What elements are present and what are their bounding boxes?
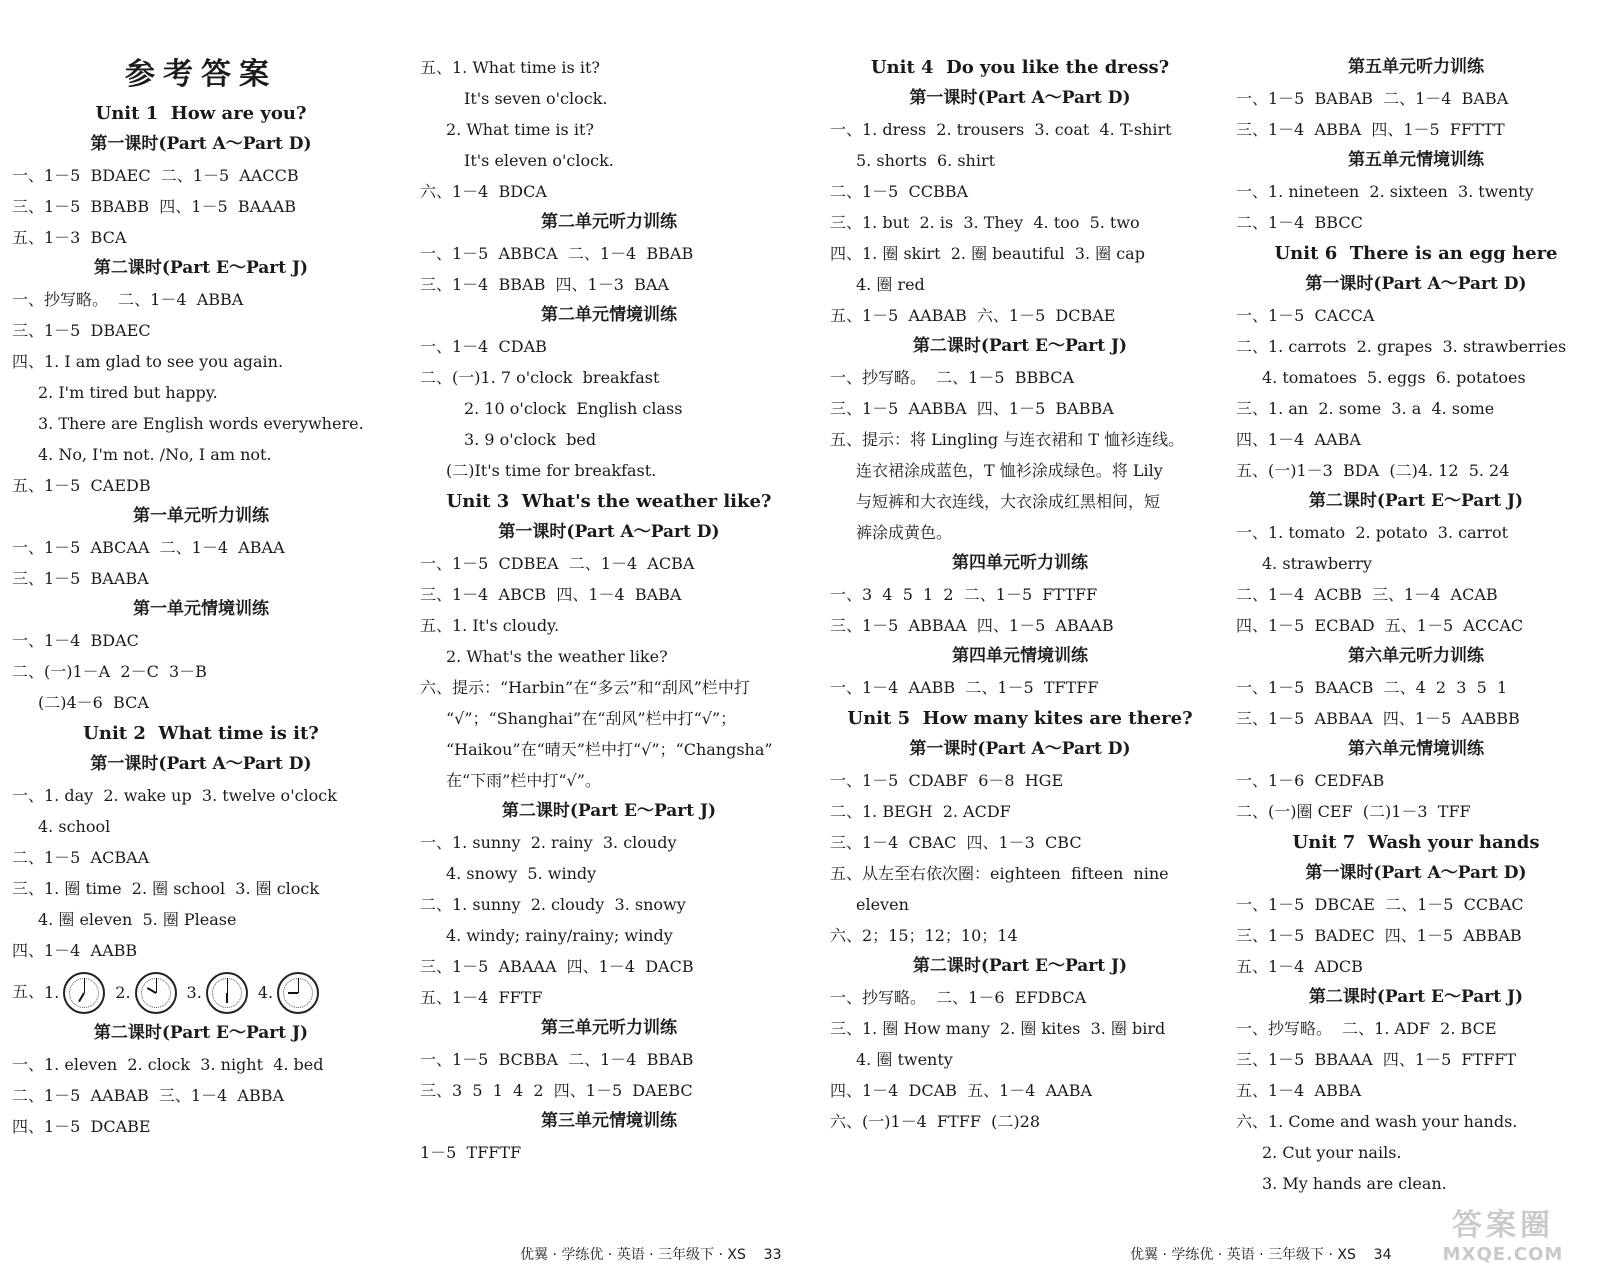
answer-line: 3. My hands are clean. <box>1262 1174 1447 1193</box>
answer-line: 五、提示：将 Lingling 与连衣裙和 T 恤衫连线。 <box>830 430 1185 449</box>
answer-line: 六、1－4 BDCA <box>420 182 547 201</box>
answer-line: 三、1－5 ABAAA 四、1－4 DACB <box>420 957 694 976</box>
unit-title: Unit 4 Do you like the dress? <box>870 57 1170 78</box>
answer-line: 一、1－5 CDABF 6－8 HGE <box>830 771 1064 790</box>
clock-icon <box>206 972 248 1014</box>
section-heading: 第二课时(Part E～Part J) <box>912 956 1128 976</box>
answer-line: 在“下雨”栏中打“√”。 <box>446 771 601 790</box>
section-heading: 第一课时(Part A～Part D) <box>909 88 1131 108</box>
clock-hour-hand <box>226 993 228 1003</box>
clock-icon <box>277 972 319 1014</box>
answer-line: 裤涂成黄色。 <box>856 523 953 542</box>
right-page <box>800 0 1600 1278</box>
answer-line: 一、1－5 ABCAA 二、1－4 ABAA <box>12 538 285 557</box>
answer-line: 三、1－4 CBAC 四、1－3 CBC <box>830 833 1082 852</box>
answer-line: 五、从左至右依次圈：eighteen fifteen nine <box>830 864 1169 883</box>
answer-line: 3. 9 o'clock bed <box>464 430 597 449</box>
page-title: 参考答案 <box>125 57 277 92</box>
section-heading: 第二单元情境训练 <box>541 305 677 325</box>
answer-line: 4. No, I'm not. /No, I am not. <box>38 445 272 464</box>
left-column-2 <box>420 52 798 1168</box>
answer-line: 五、1－3 BCA <box>12 228 127 247</box>
answer-line: 三、1－4 BBAB 四、1－3 BAA <box>420 275 669 294</box>
answer-line: 四、1. 圈 skirt 2. 圈 beautiful 3. 圈 cap <box>830 244 1145 263</box>
answer-line: 二、(一)1. 7 o'clock breakfast <box>420 368 660 387</box>
answer-line: 三、1－5 BADEC 四、1－5 ABBAB <box>1236 926 1522 945</box>
answer-line: 一、1－5 BDAEC 二、1－5 AACCB <box>12 166 299 185</box>
clock-icon <box>63 972 105 1014</box>
unit-title: Unit 5 How many kites are there? <box>847 708 1193 729</box>
answer-line: It's seven o'clock. <box>464 89 608 108</box>
answer-line: 2. What time is it? <box>446 120 594 139</box>
answer-line: 二、1－5 ACBAA <box>12 848 150 867</box>
answer-line: 六、2；15；12；10；14 <box>830 926 1018 945</box>
clock-minute-hand <box>298 978 299 993</box>
answer-line: 三、1－5 ABBAA 四、1－5 ABAAB <box>830 616 1114 635</box>
answer-line: 一、1－5 BABAB 二、1－4 BABA <box>1236 89 1509 108</box>
answer-line: 一、1. eleven 2. clock 3. night 4. bed <box>12 1055 324 1074</box>
watermark <box>1428 1200 1578 1270</box>
section-heading: 第三单元情境训练 <box>541 1111 677 1131</box>
answer-line: 1－5 TFFTF <box>420 1143 522 1162</box>
watermark-logo: 答案圈 <box>1452 1208 1554 1243</box>
answer-line: 六、1. Come and wash your hands. <box>1236 1112 1518 1131</box>
clock-label: 3. <box>186 982 202 1002</box>
answer-line: 4. windy; rainy/rainy; windy <box>446 926 673 945</box>
answer-line: 四、1－5 ECBAD 五、1－5 ACCAC <box>1236 616 1524 635</box>
answer-line: It's eleven o'clock. <box>464 151 614 170</box>
answer-line: 一、抄写略。 二、1－5 BBBCA <box>830 368 1075 387</box>
answer-line: 五、1. It's cloudy. <box>420 616 560 635</box>
section-heading: 第一课时(Part A～Part D) <box>1305 274 1527 294</box>
section-heading: 第四单元听力训练 <box>952 553 1088 573</box>
answer-line: “Haikou”在“晴天”栏中打“√”；“Changsha” <box>446 740 773 759</box>
answer-line: 二、1－4 ACBB 三、1－4 ACAB <box>1236 585 1498 604</box>
answer-line: 二、(一)圈 CEF (二)1－3 TFF <box>1236 802 1471 821</box>
answer-line: 4. 圈 eleven 5. 圈 Please <box>38 910 237 929</box>
clock-item <box>187 967 248 1019</box>
unit-title: Unit 6 There is an egg here <box>1274 243 1558 264</box>
clock-minute-hand <box>156 978 157 993</box>
clock-minute-hand <box>227 978 228 993</box>
answer-line: 四、1－4 AABB <box>12 941 138 960</box>
answer-line: 二、1. BEGH 2. ACDF <box>830 802 1011 821</box>
answer-line: 一、抄写略。 二、1. ADF 2. BCE <box>1236 1019 1497 1038</box>
answer-line: 4. 圈 red <box>856 275 925 294</box>
section-heading: 第二课时(Part E～Part J) <box>1308 491 1524 511</box>
answer-line: 四、1. I am glad to see you again. <box>12 352 284 371</box>
answer-line: 一、1－5 CDBEA 二、1－4 ACBA <box>420 554 695 573</box>
answer-line: 三、1－4 ABCB 四、1－4 BABA <box>420 585 682 604</box>
answer-line: 三、1－5 ABBAA 四、1－5 AABBB <box>1236 709 1520 728</box>
answer-line: 一、1. sunny 2. rainy 3. cloudy <box>420 833 677 852</box>
section-heading: 第四单元情境训练 <box>952 646 1088 666</box>
clock-label: 1. <box>44 982 60 1002</box>
answer-line: 五、1. What time is it? <box>420 58 600 77</box>
answer-line: 一、3 4 5 1 2 二、1－5 FTTFF <box>830 585 1098 604</box>
answer-line: 2. Cut your nails. <box>1262 1143 1402 1162</box>
section-heading: 第六单元情境训练 <box>1348 739 1484 759</box>
section-heading: 第一课时(Part A～Part D) <box>498 522 720 542</box>
answer-line: 五、1－5 AABAB 六、1－5 DCBAE <box>830 306 1116 325</box>
answer-line: 4. school <box>38 817 111 836</box>
answer-line: 五、1－4 FFTF <box>420 988 543 1007</box>
answer-line: 一、1. dress 2. trousers 3. coat 4. T-shirt <box>830 120 1172 139</box>
answer-line: 二、1－5 CCBBA <box>830 182 969 201</box>
unit-title: Unit 2 What time is it? <box>83 723 319 744</box>
section-heading: 第三单元听力训练 <box>541 1018 677 1038</box>
answer-line: 三、1－4 ABBA 四、1－5 FFTTT <box>1236 120 1505 139</box>
answer-line: 连衣裙涂成蓝色，T 恤衫涂成绿色。将 Lily <box>856 461 1163 480</box>
unit-title: Unit 3 What's the weather like? <box>446 491 772 512</box>
left-column-1 <box>12 52 390 1142</box>
answer-line: eleven <box>856 895 909 914</box>
footer-left: 优翼 · 学练优 · 英语 · 三年级下 · XS 33 <box>520 1247 782 1263</box>
answer-line: 三、1. 圈 time 2. 圈 school 3. 圈 clock <box>12 879 320 898</box>
clock-icon <box>135 972 177 1014</box>
section-heading: 第二课时(Part E～Part J) <box>93 1023 309 1043</box>
answer-line: 六、(一)1－4 FTFF (二)28 <box>830 1112 1041 1131</box>
answer-line: 4. tomatoes 5. eggs 6. potatoes <box>1262 368 1526 387</box>
answer-line: 4. strawberry <box>1262 554 1372 573</box>
clock-hour-hand <box>78 992 85 1002</box>
clock-group <box>44 967 319 1019</box>
answer-line: 四、1－4 DCAB 五、1－4 AABA <box>830 1081 1093 1100</box>
answer-line: 三、1－5 AABBA 四、1－5 BABBA <box>830 399 1114 418</box>
answer-line: 4. 圈 twenty <box>856 1050 953 1069</box>
answer-line: 六、提示：“Harbin”在“多云”和“刮风”栏中打 <box>420 678 750 697</box>
clock-row-label: 五、 <box>12 982 45 1001</box>
section-heading: 第二课时(Part E～Part J) <box>912 336 1128 356</box>
section-heading: 第一课时(Part A～Part D) <box>1305 863 1527 883</box>
unit-title: Unit 7 Wash your hands <box>1292 832 1540 853</box>
answer-line: 三、1－5 BAABA <box>12 569 149 588</box>
answer-line: 一、1－5 BCBBA 二、1－4 BBAB <box>420 1050 694 1069</box>
answer-line: 4. snowy 5. windy <box>446 864 597 883</box>
section-heading: 第二课时(Part E～Part J) <box>93 258 309 278</box>
section-heading: 第一课时(Part A～Part D) <box>909 739 1131 759</box>
answer-line: 三、1. but 2. is 3. They 4. too 5. two <box>830 213 1140 232</box>
clock-item <box>44 967 105 1019</box>
unit-title: Unit 1 How are you? <box>95 103 307 124</box>
answer-line: 3. There are English words everywhere. <box>38 414 364 433</box>
right-column-2 <box>1236 52 1596 1199</box>
answer-line: 二、(一)1－A 2－C 3－B <box>12 662 207 681</box>
section-heading: 第一单元听力训练 <box>133 506 269 526</box>
answer-line: “√”；“Shanghai”在“刮风”栏中打“√”； <box>446 709 737 728</box>
answer-line: 一、1－5 DBCAE 二、1－5 CCBAC <box>1236 895 1524 914</box>
section-heading: 第一课时(Part A～Part D) <box>90 754 312 774</box>
clock-answer-row <box>12 966 390 1018</box>
section-heading: 第二课时(Part E～Part J) <box>501 801 717 821</box>
answer-line: 与短裤和大衣连线，大衣涂成红黑相间，短 <box>856 492 1161 511</box>
clock-label: 2. <box>115 982 131 1002</box>
section-heading: 第一课时(Part A～Part D) <box>90 134 312 154</box>
answer-line: 一、1. day 2. wake up 3. twelve o'clock <box>12 786 337 805</box>
answer-line: 二、1. sunny 2. cloudy 3. snowy <box>420 895 686 914</box>
answer-line: 三、1. an 2. some 3. a 4. some <box>1236 399 1495 418</box>
answer-line: 一、1. tomato 2. potato 3. carrot <box>1236 523 1509 542</box>
answer-line: (二)It's time for breakfast. <box>446 461 657 480</box>
clock-hour-hand <box>288 992 298 994</box>
answer-line: 二、1－5 AABAB 三、1－4 ABBA <box>12 1086 285 1105</box>
answer-line: 2. I'm tired but happy. <box>38 383 218 402</box>
clock-minute-hand <box>84 978 85 993</box>
answer-line: 三、1－5 BBAAA 四、1－5 FTFFT <box>1236 1050 1517 1069</box>
answer-line: 一、1－6 CEDFAB <box>1236 771 1385 790</box>
answer-line: 一、1－4 AABB 二、1－5 TFTFF <box>830 678 1099 697</box>
answer-line: 一、1. nineteen 2. sixteen 3. twenty <box>1236 182 1534 201</box>
answer-line: 一、1－5 ABBCA 二、1－4 BBAB <box>420 244 694 263</box>
section-heading: 第五单元情境训练 <box>1348 150 1484 170</box>
clock-item <box>115 967 176 1019</box>
clock-item <box>258 967 319 1019</box>
answer-line: 一、1－5 CACCA <box>1236 306 1375 325</box>
section-heading: 第二单元听力训练 <box>541 212 677 232</box>
answer-line: 三、1－5 DBAEC <box>12 321 151 340</box>
answer-line: 2. What's the weather like? <box>446 647 668 666</box>
section-heading: 第五单元听力训练 <box>1348 57 1484 77</box>
watermark-url: MXQE.COM <box>1442 1244 1564 1265</box>
section-heading: 第一单元情境训练 <box>133 599 269 619</box>
answer-line: 三、1－5 BBABB 四、1－5 BAAAB <box>12 197 297 216</box>
answer-line: (二)4－6 BCA <box>38 693 149 712</box>
answer-line: 2. 10 o'clock English class <box>464 399 683 418</box>
answer-line: 一、抄写略。 二、1－4 ABBA <box>12 290 244 309</box>
answer-line: 二、1. carrots 2. grapes 3. strawberries <box>1236 337 1567 356</box>
answer-line: 四、1－4 AABA <box>1236 430 1361 449</box>
section-heading: 第六单元听力训练 <box>1348 646 1484 666</box>
answer-line: 一、1－4 BDAC <box>12 631 139 650</box>
answer-line: 一、抄写略。 二、1－6 EFDBCA <box>830 988 1087 1007</box>
right-column-1 <box>830 52 1210 1137</box>
answer-line: 四、1－5 DCABE <box>12 1117 151 1136</box>
answer-line: 五、1－4 ABBA <box>1236 1081 1362 1100</box>
answer-line: 五、1－5 CAEDB <box>12 476 151 495</box>
answer-line: 5. shorts 6. shirt <box>856 151 996 170</box>
answer-line: 五、1－4 ADCB <box>1236 957 1363 976</box>
clock-label: 4. <box>257 982 274 1002</box>
answer-line: 三、1. 圈 How many 2. 圈 kites 3. 圈 bird <box>830 1019 1166 1038</box>
answer-line: 一、1－5 BAACB 二、4 2 3 5 1 <box>1236 678 1508 697</box>
answer-line: 三、3 5 1 4 2 四、1－5 DAEBC <box>420 1081 693 1100</box>
answer-line: 二、1－4 BBCC <box>1236 213 1363 232</box>
answer-line: 五、(一)1－3 BDA (二)4. 12 5. 24 <box>1236 461 1510 480</box>
footer-right: 优翼 · 学练优 · 英语 · 三年级下 · XS 34 <box>1130 1247 1392 1263</box>
section-heading: 第二课时(Part E～Part J) <box>1308 987 1524 1007</box>
answer-line: 一、1－4 CDAB <box>420 337 547 356</box>
